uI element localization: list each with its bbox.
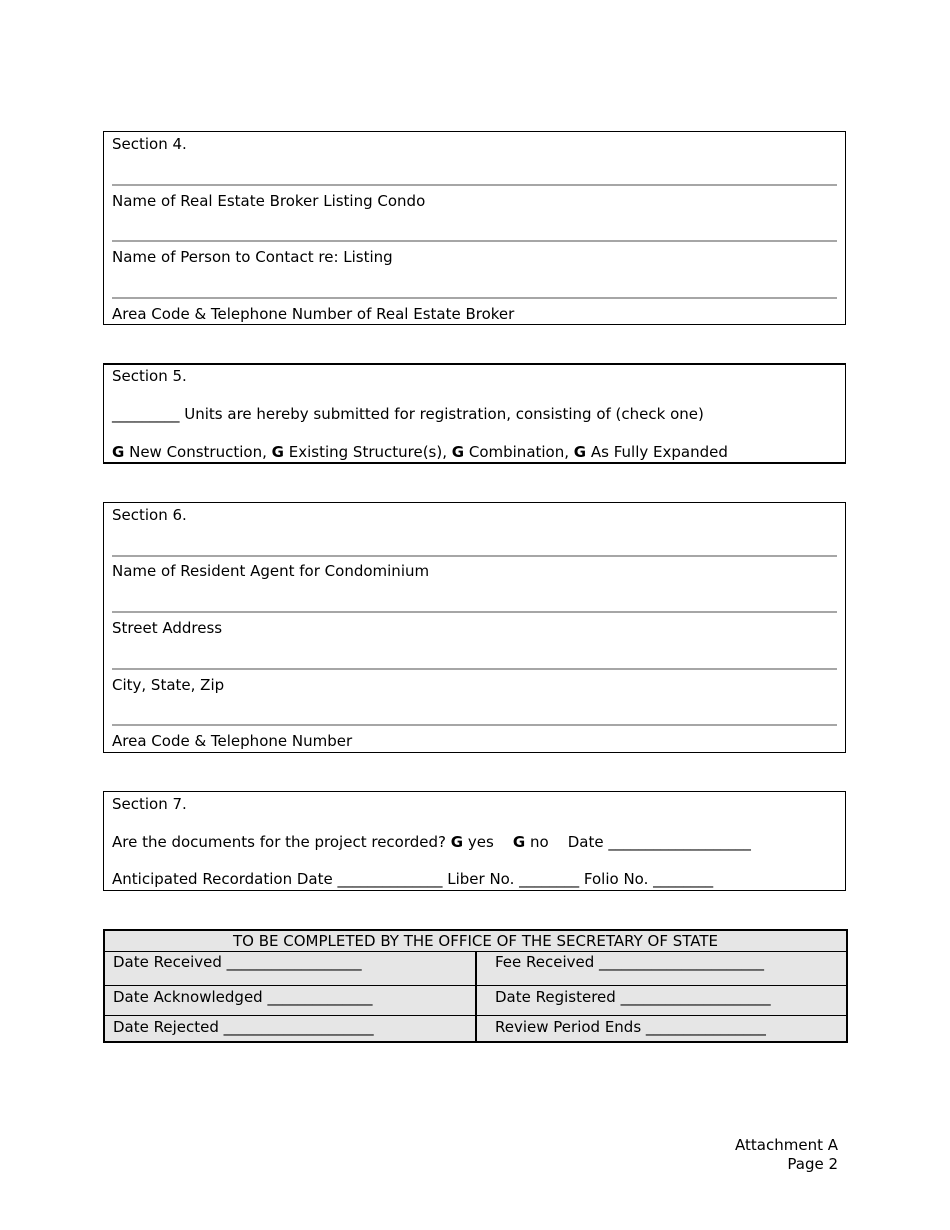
construction-type-options [112,443,728,461]
section-7-box [103,791,846,891]
option-existing-structures: Existing Structure(s), [288,443,447,461]
section-6-title: Section 6. [112,506,187,524]
checkbox-existing-structures[interactable]: G [271,443,284,461]
broker-phone-line[interactable] [112,297,837,299]
city-state-zip-label: City, State, Zip [112,676,225,694]
contact-person-line[interactable] [112,240,837,242]
checkbox-combination[interactable]: G [451,443,465,461]
section-6-box [103,502,846,753]
office-use-header: TO BE COMPLETED BY THE OFFICE OF THE SECRETARY OF STATE [105,931,846,952]
section-7-title: Section 7. [112,795,187,813]
date-acknowledged-field[interactable]: Date Acknowledged ______________ [113,988,373,1006]
section-4-title: Section 4. [112,135,187,153]
resident-agent-line[interactable] [112,555,837,557]
street-address-label: Street Address [112,619,223,637]
checkbox-fully-expanded[interactable]: G [573,443,587,461]
broker-name-label: Name of Real Estate Broker Listing Condo [112,192,426,210]
checkbox-no[interactable]: G [512,833,526,851]
date-received-field[interactable]: Date Received __________________ [113,953,362,971]
agent-phone-line[interactable] [112,724,837,726]
yes-label: yes [467,833,494,851]
contact-person-label: Name of Person to Contact re: Listing [112,248,393,266]
section-5-box [103,363,846,464]
option-new-construction: New Construction, [129,443,267,461]
option-fully-expanded: As Fully Expanded [590,443,728,461]
recorded-date-field[interactable]: Date ___________________ [567,833,751,851]
date-registered-field[interactable]: Date Registered ____________________ [495,988,771,1006]
broker-phone-label: Area Code & Telephone Number of Real Estate Broker [112,305,515,323]
resident-agent-label: Name of Resident Agent for Condominium [112,562,430,580]
city-state-zip-line[interactable] [112,668,837,670]
table-row-divider [105,985,846,986]
attachment-label: Attachment A [735,1136,838,1154]
recorded-question-row [112,833,751,851]
agent-phone-label: Area Code & Telephone Number [112,732,353,750]
checkbox-yes[interactable]: G [450,833,464,851]
office-use-table [103,929,848,1043]
option-combination: Combination, [468,443,570,461]
checkbox-new-construction[interactable]: G [112,443,125,461]
date-rejected-field[interactable]: Date Rejected ____________________ [113,1018,374,1036]
fee-received-field[interactable]: Fee Received ______________________ [495,953,765,971]
page-number: Page 2 [787,1155,838,1173]
street-address-line[interactable] [112,611,837,613]
anticipated-recordation-row[interactable]: Anticipated Recordation Date ______________ Liber No. ________ Folio No. ________ [112,870,714,888]
broker-name-line[interactable] [112,184,837,186]
review-period-field[interactable]: Review Period Ends ________________ [495,1018,766,1036]
units-submitted-text: _________ Units are hereby submitted for registration, consisting of (check one) [112,405,704,423]
table-divider [475,951,477,1041]
section-5-title: Section 5. [112,367,187,385]
section-4-box [103,131,846,325]
table-row-divider [105,1015,846,1016]
recorded-question: Are the documents for the project recorded? [112,833,446,851]
no-label: no [529,833,549,851]
